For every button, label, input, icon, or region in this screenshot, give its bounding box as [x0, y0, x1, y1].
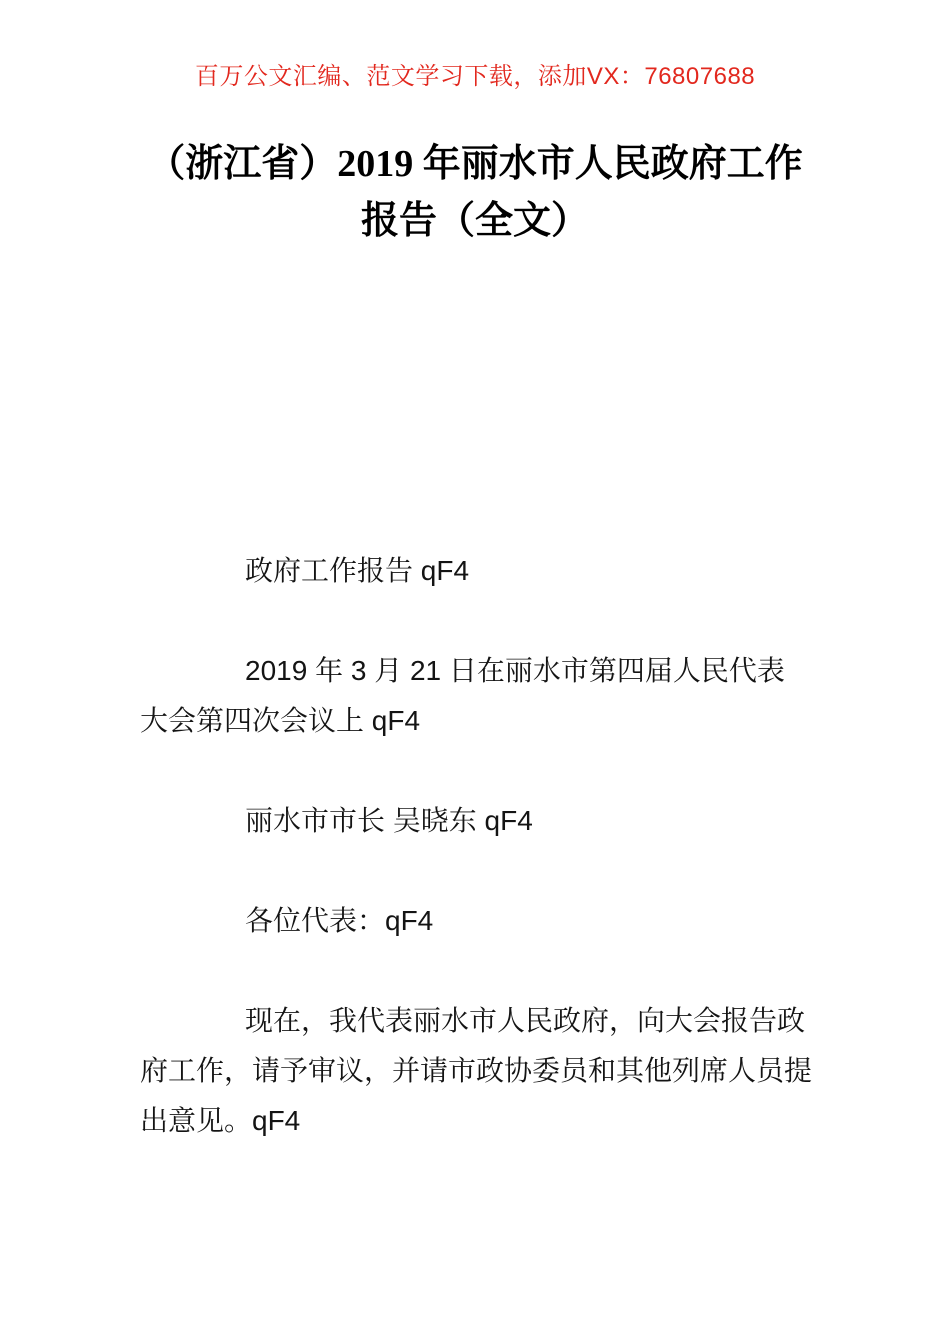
paragraph-salutation: 各位代表：qF4	[245, 905, 434, 936]
paragraph-mayor-line: 丽水市市长 吴晓东 qF4	[245, 805, 533, 836]
watermark-text: 百万公文汇编、范文学习下载，添加VX：76807688	[194, 63, 756, 90]
document-title: （浙江省）2019 年丽水市人民政府工作报告（全文）	[147, 143, 803, 242]
paragraph-report-heading: 政府工作报告 qF4	[245, 555, 470, 586]
document-body	[140, 546, 812, 1196]
paragraph-session-line: 2019 年 3 月 21 日在丽水市第四届人民代表大会第四次会议上 qF4	[140, 655, 785, 736]
paragraph-intro: 现在，我代表丽水市人民政府，向大会报告政府工作，请予审议，并请市政协委员和其他列席人员提出意见。qF4	[140, 1005, 813, 1136]
